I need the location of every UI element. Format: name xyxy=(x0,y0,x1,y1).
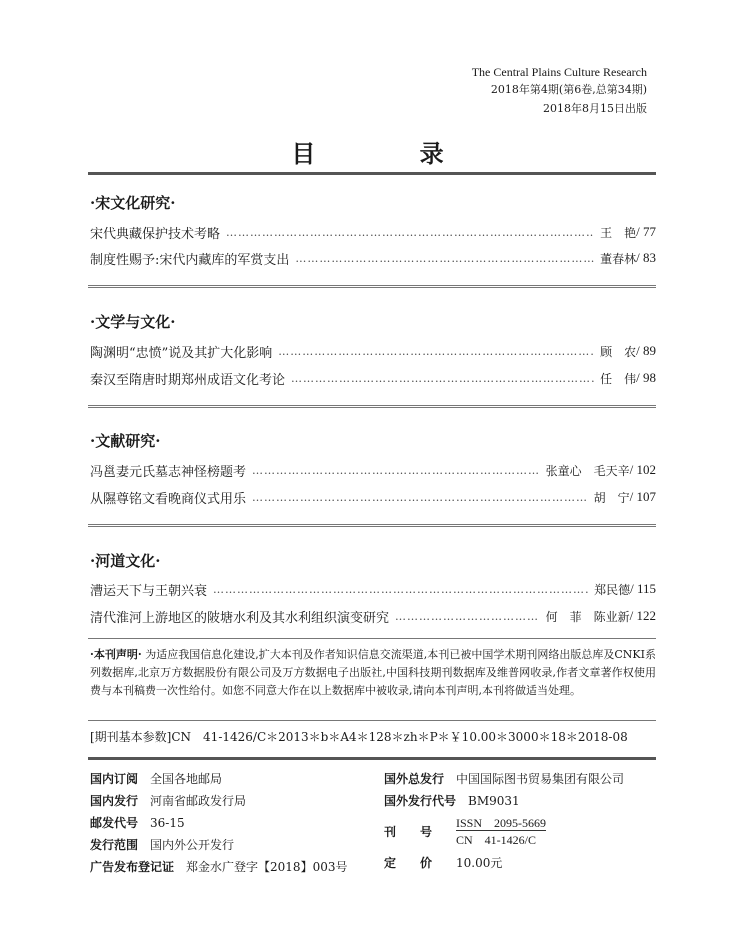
entry-author: 王 艳 xyxy=(600,225,637,240)
journal-english-title: The Central Plains Culture Research xyxy=(471,65,647,79)
info-key: 邮发代号 xyxy=(90,816,139,830)
info-value: 河南省邮政发行局 xyxy=(150,794,247,808)
entry-author: 胡 宁 xyxy=(593,490,630,505)
publishing-info-right xyxy=(384,768,624,874)
info-key: 国内发行 xyxy=(90,794,139,808)
toc-entry[interactable] xyxy=(90,247,656,269)
leader-dots xyxy=(291,372,594,385)
info-row xyxy=(384,812,624,852)
publishing-info-left xyxy=(90,768,347,878)
leader-dots xyxy=(213,583,588,596)
entry-title: 清代淮河上游地区的陂塘水利及其水利组织演变研究 xyxy=(90,610,390,626)
entry-page: / 107 xyxy=(629,489,656,504)
cn-number: CN 41-1426/C xyxy=(456,833,537,847)
title-rule xyxy=(88,172,656,175)
info-value: 国内外公开发行 xyxy=(150,838,235,852)
toc-entry[interactable] xyxy=(90,486,656,508)
info-value: 郑金水广登字【2018】003号 xyxy=(186,860,348,874)
section-heading: ·宋文化研究· xyxy=(90,194,176,212)
toc-entry[interactable] xyxy=(90,578,656,600)
entry-page: / 89 xyxy=(636,343,656,358)
info-row xyxy=(384,790,624,812)
entry-title: 冯邕妻元氏墓志神怪榜题考 xyxy=(90,464,247,480)
section-divider xyxy=(88,285,656,288)
section-heading: ·河道文化· xyxy=(90,552,161,570)
info-row xyxy=(90,812,347,834)
issn-block xyxy=(456,815,546,849)
info-key: 国内订阅 xyxy=(90,772,139,786)
notice-top-rule xyxy=(88,638,656,639)
entry-author: 何 菲 陈业新 xyxy=(545,609,630,624)
params-bottom-rule xyxy=(88,757,656,760)
entry-title: 从隰尊铭文看晚商仪式用乐 xyxy=(90,491,247,507)
info-key: 刊 号 xyxy=(384,825,433,839)
section-heading: ·文学与文化· xyxy=(90,313,176,331)
params-top-rule xyxy=(88,720,656,721)
info-value: 36-15 xyxy=(150,816,185,830)
info-value: 全国各地邮局 xyxy=(150,772,223,786)
info-row xyxy=(90,768,347,790)
entry-author: 顾 农 xyxy=(600,344,637,359)
section-divider xyxy=(88,405,656,408)
notice-label: ·本刊声明· xyxy=(90,648,142,661)
entry-title: 秦汉至隋唐时期郑州成语文化考论 xyxy=(90,372,286,388)
publication-date: 2018年8月15日出版 xyxy=(543,102,647,115)
entry-title: 陶渊明“忠愤”说及其扩大化影响 xyxy=(90,345,273,361)
issue-info: 2018年第4期(第6卷,总第34期) xyxy=(490,83,647,96)
toc-entry[interactable] xyxy=(90,605,656,627)
entry-page: / 98 xyxy=(636,370,656,385)
entry-title: 制度性赐予:宋代内藏库的军赏支出 xyxy=(90,252,290,268)
info-key: 发行范围 xyxy=(90,838,139,852)
info-row xyxy=(90,856,347,878)
toc-entry[interactable] xyxy=(90,459,656,481)
toc-entry[interactable] xyxy=(90,221,656,243)
entry-page: / 122 xyxy=(629,608,656,623)
info-key: 广告发布登记证 xyxy=(90,860,175,874)
toc-entry[interactable] xyxy=(90,340,656,362)
entry-title: 漕运天下与王朝兴衰 xyxy=(90,583,208,599)
entry-author: 任 伟 xyxy=(600,371,637,386)
issn-number: ISSN 2095-5669 xyxy=(456,816,547,830)
info-row xyxy=(384,852,624,874)
entry-author: 郑民德 xyxy=(594,582,631,597)
entry-page: / 83 xyxy=(636,250,656,265)
info-key: 定 价 xyxy=(384,856,433,870)
info-row xyxy=(90,790,347,812)
toc-entry[interactable] xyxy=(90,367,656,389)
leader-dots xyxy=(278,345,594,358)
info-key: 国外发行代号 xyxy=(384,794,457,808)
leader-dots xyxy=(252,464,540,477)
entry-author: 董春林 xyxy=(600,251,637,266)
entry-page: / 115 xyxy=(630,581,656,596)
journal-parameters: [期刊基本参数]CN 41-1426/C＊2013＊b＊A4＊128＊zh＊P＊￥10.00＊3000＊18＊2018-08 xyxy=(90,730,628,744)
info-row xyxy=(90,834,347,856)
entry-author: 张童心 毛天辛 xyxy=(545,463,630,478)
leader-dots xyxy=(295,252,594,265)
section-divider xyxy=(88,524,656,527)
info-key: 国外总发行 xyxy=(384,772,445,786)
leader-dots xyxy=(252,491,588,504)
section-heading: ·文献研究· xyxy=(90,432,161,450)
info-value: BM9031 xyxy=(468,794,520,808)
info-row xyxy=(384,768,624,790)
leader-dots xyxy=(226,226,594,239)
info-value: 10.00元 xyxy=(456,856,503,870)
entry-title: 宋代典藏保护技术考略 xyxy=(90,226,221,242)
entry-page: / 102 xyxy=(629,462,656,477)
notice-text: 为适应我国信息化建设,扩大本刊及作者知识信息交流渠道,本刊已被中国学术期刊网络出版总库及CNKI系列数据库,北京万方数据股份有限公司及万方数据电子出版社,中国科技期刊数据库及维普网收录,作者文章著作权使用费与本刊稿费一次性给付。如您不同意大作在以上数据库中被收录,请向本刊声明,本刊将做适当处理。 xyxy=(90,648,656,697)
leader-dots xyxy=(395,610,540,623)
page-title: 目 录 xyxy=(291,139,492,168)
entry-page: / 77 xyxy=(636,224,656,239)
journal-notice xyxy=(90,646,656,700)
info-value: 中国国际图书贸易集团有限公司 xyxy=(456,772,625,786)
